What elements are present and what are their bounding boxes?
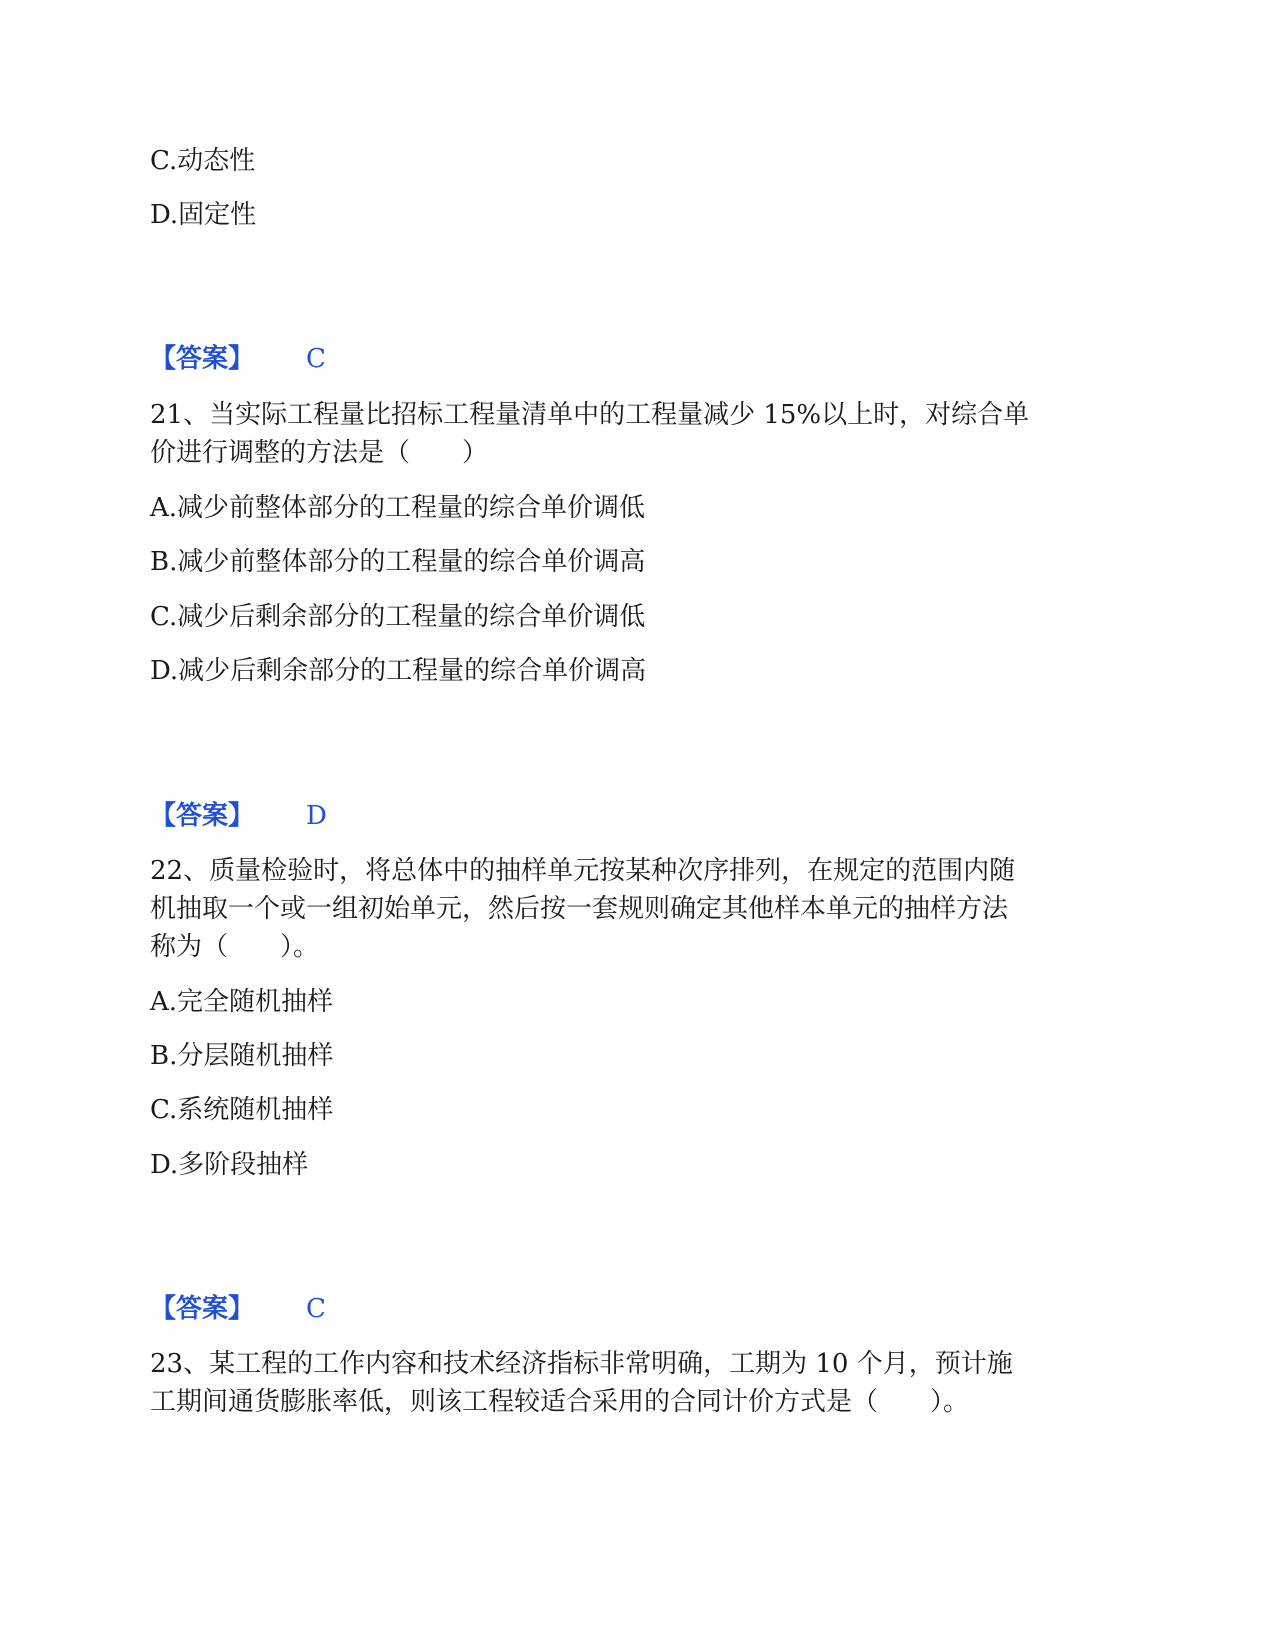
- answer-label: 【答案】: [150, 801, 255, 831]
- answer-label: 【答案】: [150, 344, 255, 374]
- answer-label: 【答案】: [150, 1294, 255, 1324]
- q22-option-d: D.多阶段抽样: [150, 1150, 309, 1180]
- q21-option-d: D.减少后剩余部分的工程量的综合单价调高: [150, 656, 647, 686]
- q23-stem-line-2: 工期间通货膨胀率低，则该工程较适合采用的合同计价方式是（ ）。: [150, 1387, 970, 1417]
- q20-option-c: C.动态性: [150, 146, 256, 176]
- q20-option-d: D.固定性: [150, 200, 257, 230]
- q21-option-a: A.减少前整体部分的工程量的综合单价调低: [150, 493, 646, 523]
- q21-answer: [150, 796, 327, 836]
- q22-stem-line-2: 机抽取一个或一组初始单元，然后按一套规则确定其他样本单元的抽样方法: [150, 894, 1009, 924]
- q21-stem-line-1: 21、当实际工程量比招标工程量清单中的工程量减少 15%以上时，对综合单: [150, 400, 1030, 430]
- q22-option-a: A.完全随机抽样: [150, 987, 334, 1017]
- q22-option-c: C.系统随机抽样: [150, 1095, 334, 1125]
- answer-value: C: [306, 344, 326, 374]
- answer-value: D: [306, 801, 327, 831]
- q22-option-b: B.分层随机抽样: [150, 1041, 334, 1071]
- q21-option-c: C.减少后剩余部分的工程量的综合单价调低: [150, 602, 646, 632]
- q20-answer: [150, 339, 326, 379]
- answer-value: C: [306, 1294, 326, 1324]
- q22-stem-line-1: 22、质量检验时，将总体中的抽样单元按某种次序排列，在规定的范围内随: [150, 856, 1016, 886]
- q21-option-b: B.减少前整体部分的工程量的综合单价调高: [150, 547, 646, 577]
- q22-stem-line-3: 称为（ ）。: [150, 932, 320, 962]
- q23-stem-line-1: 23、某工程的工作内容和技术经济指标非常明确，工期为 10 个月，预计施: [150, 1349, 1013, 1379]
- q22-answer: [150, 1289, 326, 1329]
- q21-stem-line-2: 价进行调整的方法是（ ）: [150, 438, 489, 468]
